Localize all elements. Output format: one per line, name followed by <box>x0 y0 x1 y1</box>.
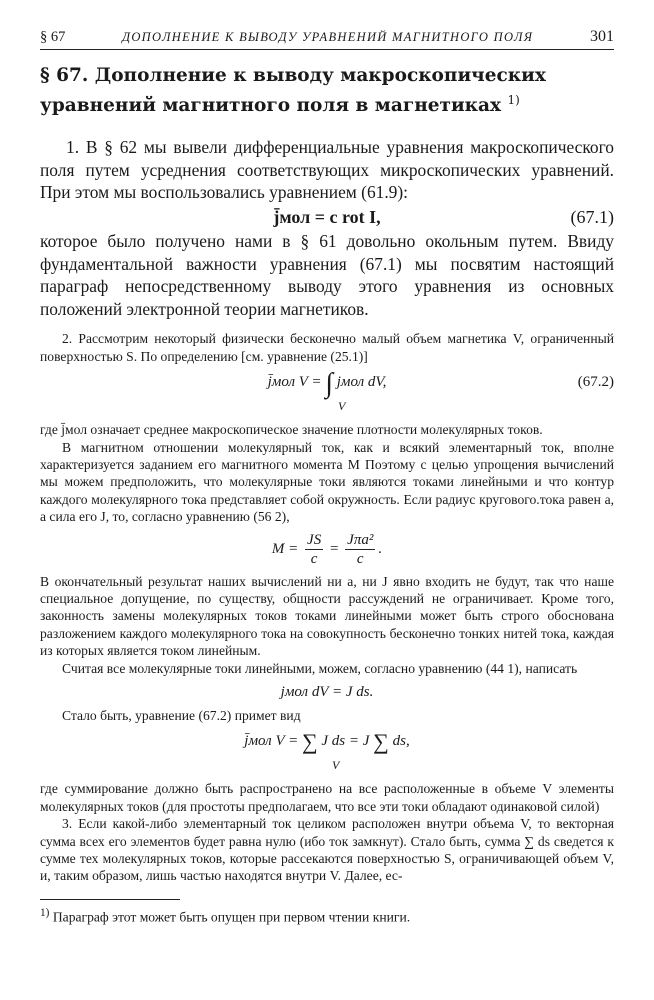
equation-sum-subscript: V <box>332 758 340 773</box>
paragraph-1a: 1. В § 62 мы вывели дифференциальные уравнения макроскопического поля путем усреднения соответствующих микроскопических уравнений. При этом мы воспользовались уравнением (61.9): <box>40 137 614 203</box>
paragraph-3: где j̄мол означает среднее макроскопическое значение плотности молекулярных токов. <box>40 422 543 438</box>
main-text-block <box>40 330 614 885</box>
paragraph-7: Стало быть, уравнение (67.2) примет вид <box>62 708 301 723</box>
fraction-2-numerator: Jπa² <box>347 531 374 548</box>
footnote <box>40 904 614 927</box>
paragraph-4: В магнитном отношении молекулярный ток, как и всякий элементарный ток, вполне характеризуется заданием его магнитного момента M Поэтому с целью упрощения вычислений мы можем предположить, что молекулярные токи являются токами линейными и что контур каждого молекулярного тока представляет собой окружность. Если радиус кругового.тока равен a, а сила его J, то, согласно уравнению (56 2), <box>40 439 614 525</box>
equation-sum-c: ds, <box>392 733 410 750</box>
footnote-divider <box>40 899 180 900</box>
footnote-mark: 1) <box>40 906 50 919</box>
sum-symbol-1: ∑ <box>301 729 318 755</box>
equation-sum-b: J ds = J <box>321 733 370 750</box>
paragraph-5: В окончательный результат наших вычислений ни a, ни J явно входить не будут, так что наше специальное допущение, по существу, общности рассуждений не ограничивает. Кроме того, законность замены молекулярных токов токами линейными может быть строго обоснована разложением каждого молекулярного тока на совокупность бесконечно тонких нитей тока, каждая из которых является током линейным. <box>40 573 614 659</box>
title-footnote-mark: 1) <box>507 93 520 107</box>
header-running-title: ДОПОЛНЕНИЕ К ВЫВОДУ УРАВНЕНИЙ МАГНИТНОГО ПОЛЯ <box>122 30 534 44</box>
eq-m-lhs: M = <box>271 540 299 557</box>
eq-m-equals: = <box>329 540 339 557</box>
equation-67-2-rhs: jмол dV, <box>336 374 387 391</box>
fraction-js-c <box>305 531 323 568</box>
fraction-jpia2-c <box>345 531 375 568</box>
paragraph-8: где суммирование должно быть распространено на все расположенные в объеме V элементы молекулярных токов (для простоты предполагаем, что все эти токи обладают одинаковой силой) <box>40 781 614 814</box>
section-title <box>40 64 614 118</box>
paragraph-2: 2. Рассмотрим некоторый физически бесконечно малый объем магнетика V, ограниченный поверхностью S. По определению [см. уравнение (25.1)] <box>40 331 614 364</box>
intro-block <box>40 136 614 320</box>
paragraph-9: 3. Если какой-либо элементарный ток целиком расположен внутри объема V, то векторная сумма всех его элементов будет равна нулю (ибо ток замкнут). Стало быть, сумма ∑ ds сведется к сумме тех молекулярных токов, которые рассекаются поверхностью S, ограничивающей объем V, и, таким образом, лишь частью находятся внутри V. Далее, ес- <box>40 816 614 884</box>
footnote-text: Параграф этот может быть опущен при первом чтении книги. <box>52 909 411 925</box>
equation-j-dv-body: jмол dV = J ds. <box>280 684 374 700</box>
eq-m-period: . <box>378 540 383 557</box>
fraction-1-denominator: c <box>310 550 318 567</box>
header-section: § 67 <box>40 29 66 45</box>
section-title-text: § 67. Дополнение к выводу макроскопических уравнений магнитного поля в магнетиках <box>40 65 546 117</box>
equation-67-2-lhs: j̄мол V = <box>267 374 322 391</box>
equation-sum-a: j̄мол V = <box>244 733 299 750</box>
equation-sum <box>40 729 614 775</box>
fraction-1-numerator: JS <box>307 531 322 548</box>
header-page-number: 301 <box>590 28 614 45</box>
equation-magnetic-moment <box>40 531 614 568</box>
equation-67-2-number: (67.2) <box>577 374 614 391</box>
equation-67-2-subscript: V <box>338 399 346 414</box>
integral-symbol: ∫ <box>325 368 333 400</box>
equation-j-dv <box>40 682 614 702</box>
paragraph-1b: которое было получено нами в § 61 довольно окольным путем. Ввиду фундаментальной важности уравнения (67.1) мы посвятим настоящий параграф непосредственному выводу этого уравнения из основных положений электронной теории магнетиков. <box>40 230 614 319</box>
paragraph-6: Считая все молекулярные токи линейными, можем, согласно уравнению (44 1), написать <box>62 660 578 676</box>
equation-67-1 <box>40 205 614 229</box>
equation-67-1-body: j̄мол = c rot I, <box>273 206 381 227</box>
sum-symbol-2: ∑ <box>373 729 389 755</box>
fraction-2-denominator: c <box>356 550 364 567</box>
equation-67-1-number: (67.1) <box>570 206 614 227</box>
equation-67-2 <box>40 370 614 416</box>
running-header <box>40 28 614 50</box>
